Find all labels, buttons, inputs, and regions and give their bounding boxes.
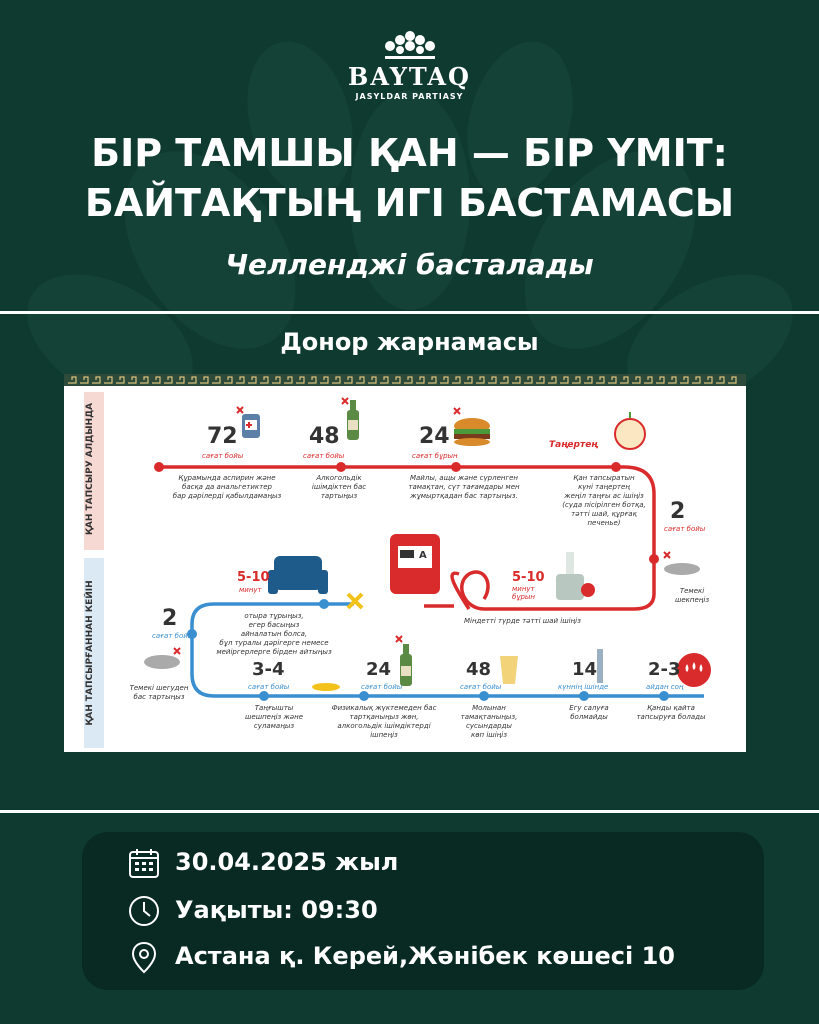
step-2-before-text-2: шекпеңіз bbox=[674, 596, 710, 604]
step-14-num: 14 bbox=[572, 659, 598, 680]
step-72-text-1: Құрамында аспирин және bbox=[178, 474, 276, 482]
step-48-text-2: ішімдіктен бас bbox=[311, 483, 367, 491]
step-2-before-unit: сағат бойы bbox=[664, 525, 706, 533]
step-tea bbox=[512, 570, 572, 601]
step-14-unit: күннің ішінде bbox=[558, 683, 609, 691]
step-3-4-text-2: шешпеңіз және bbox=[244, 713, 303, 721]
event-details-panel bbox=[82, 832, 764, 990]
pill-bottle-icon bbox=[242, 414, 260, 438]
step-24-before-unit: сағат бұрын bbox=[412, 452, 458, 460]
step-2-3-unit: айдан соң bbox=[646, 683, 684, 691]
step-2-before-text bbox=[662, 587, 722, 605]
calendar-icon bbox=[127, 846, 161, 880]
step-2-before-text-1: Темекі bbox=[679, 587, 705, 595]
step-24-after-unit: сағат бойы bbox=[361, 683, 403, 691]
step-24-after-text-3: алкогольдік ішімдіктерді bbox=[337, 722, 431, 730]
step-24-before-text bbox=[394, 474, 534, 501]
step-24-before-num: 24 bbox=[419, 424, 450, 449]
step-tea-unit-1: минут bbox=[512, 585, 535, 593]
step-sit-unit: минут bbox=[239, 586, 262, 594]
step-2-after-num: 2 bbox=[162, 606, 178, 631]
step-48-after-text bbox=[444, 704, 534, 740]
step-sit-text-1: отыра тұрыңыз, bbox=[244, 612, 304, 620]
step-sit-text-2: егер басыңыз bbox=[248, 621, 300, 629]
drop-icon bbox=[312, 683, 340, 691]
title-line-2: БАЙТАҚТЫҢ ИГІ БАСТАМАСЫ bbox=[84, 181, 735, 225]
step-14-text bbox=[554, 704, 624, 722]
step-48-text-3: тартыңыз bbox=[320, 492, 358, 500]
step-72-unit: сағат бойы bbox=[202, 452, 244, 460]
step-tea-text: Міндетті түрде тәтті шай ішіңіз bbox=[464, 617, 581, 625]
step-tea-num: 5-10 bbox=[512, 570, 545, 585]
divider-bottom bbox=[0, 810, 819, 813]
step-3-4-unit: сағат бойы bbox=[248, 683, 290, 691]
section-title: Донор жарнамасы bbox=[280, 328, 539, 356]
step-24-before-text-2: тамақтан, сүт тағамдары мен bbox=[408, 483, 520, 491]
bag-label: A bbox=[419, 550, 427, 561]
before-label: ҚАН ТАПСЫРУ АЛДЫНДА bbox=[85, 402, 95, 536]
step-2-before-num: 2 bbox=[670, 499, 686, 524]
step-3-4-text bbox=[234, 704, 314, 731]
step-24-after-text-4: ішпеңіз bbox=[370, 731, 398, 739]
step-24-after-num: 24 bbox=[366, 659, 392, 680]
step-morning-text-1: Қан тапсыратын bbox=[573, 474, 635, 482]
step-48-num: 48 bbox=[309, 424, 340, 449]
step-morning-text-2: күні таңертең bbox=[578, 483, 630, 491]
ashtray-icon-1 bbox=[664, 563, 700, 575]
title-line-1: БІР ТАМШЫ ҚАН — БІР ҮМІТ: bbox=[91, 131, 728, 175]
step-sit-text-4: бұл туралы дәрігерге немесе bbox=[219, 639, 329, 647]
step-72-text-3: бар дәрілерді қабылдамаңыз bbox=[172, 492, 282, 500]
step-2-after-text-2: бас тартыңыз bbox=[133, 693, 185, 701]
step-2-3-text-2: тапсыруға болады bbox=[636, 713, 706, 721]
blood-bag-icon bbox=[390, 534, 440, 594]
ashtray-icon-2 bbox=[144, 655, 180, 669]
bottle-icon-2 bbox=[400, 644, 412, 686]
step-3-4-num: 3-4 bbox=[252, 659, 285, 680]
step-48-after-text-1: Молынан bbox=[472, 704, 506, 712]
step-48-text bbox=[289, 474, 389, 501]
brand-logo bbox=[0, 28, 819, 108]
step-48-after-text-3: сусындарды bbox=[466, 722, 512, 730]
step-72-text bbox=[152, 474, 302, 501]
tree-icon bbox=[375, 28, 445, 64]
step-48-after-num: 48 bbox=[466, 659, 492, 680]
step-48-text-1: Алкогольдік bbox=[316, 474, 362, 482]
step-72-num: 72 bbox=[207, 424, 238, 449]
armchair-icon bbox=[268, 556, 328, 594]
step-48-after-text-4: көп ішіңіз bbox=[471, 731, 507, 739]
step-2-after-text-1: Темекі шегуден bbox=[129, 684, 189, 692]
cross-mark-icon bbox=[348, 594, 362, 608]
page-title bbox=[0, 128, 819, 228]
page-subtitle: Челленджі басталады bbox=[225, 248, 594, 281]
burger-icon bbox=[454, 418, 490, 446]
blood-drops-icon bbox=[677, 653, 711, 687]
step-3-4-text-1: Таңғышты bbox=[254, 704, 294, 712]
syringe-icon bbox=[597, 649, 603, 683]
step-72-text-2: басқа да анальгетиктер bbox=[182, 483, 272, 491]
event-time: Уақыты: 09:30 bbox=[175, 896, 378, 924]
after-label: ҚАН ТАПСЫРҒАННАН КЕЙІН bbox=[85, 580, 95, 726]
donor-infographic bbox=[64, 374, 746, 752]
step-14-text-1: Егу салуға bbox=[569, 704, 609, 712]
step-tea-unit-2: бұрын bbox=[512, 593, 536, 601]
step-2-3-num: 2-3 bbox=[648, 659, 681, 680]
step-sit-text-5: мейіргерлерге бірден айтыңыз bbox=[216, 648, 332, 656]
step-morning-text-3: жеңіл таңғы ас ішіңіз bbox=[564, 492, 644, 500]
step-48-after-text-2: тамақтаныңыз, bbox=[460, 713, 518, 721]
step-24-before-text-1: Майлы, ащы және сүрленген bbox=[409, 474, 519, 482]
step-morning-extra-1: (суда пісірілген ботқа, bbox=[562, 501, 646, 509]
step-sit-text-3: айналатын болса, bbox=[240, 630, 308, 638]
apple-icon bbox=[615, 412, 645, 449]
brand-name: BAYTAQ bbox=[348, 62, 471, 91]
step-3-4-text-3: суламаңыз bbox=[253, 722, 295, 730]
step-14-text-2: болмайды bbox=[570, 713, 608, 721]
step-48-after-unit: сағат бойы bbox=[460, 683, 502, 691]
juice-glass-icon bbox=[500, 656, 518, 684]
step-2-after-unit: сағат бойы bbox=[152, 632, 194, 640]
step-2-after-text bbox=[124, 684, 194, 702]
step-24-after-text-1: Физикалық жүктемеден бас bbox=[331, 704, 437, 712]
step-morning-text bbox=[549, 474, 659, 528]
step-morning-extra-3: печенье) bbox=[587, 519, 621, 527]
divider-top bbox=[0, 311, 819, 314]
clock-icon bbox=[127, 894, 161, 928]
step-sit-text bbox=[199, 612, 349, 657]
step-2-3-text bbox=[626, 704, 716, 722]
location-pin-icon bbox=[127, 940, 161, 974]
step-sit-num: 5-10 bbox=[237, 570, 270, 585]
step-24-before-text-3: жұмыртқадан бас тартыңыз. bbox=[410, 492, 518, 500]
brand-subtitle: JASYLDAR PARTIASY bbox=[355, 92, 464, 101]
bottle-icon-1 bbox=[347, 400, 359, 440]
step-48-unit: сағат бойы bbox=[303, 452, 345, 460]
step-morning-extra-2: тәтті шай, құрғақ bbox=[571, 510, 637, 518]
step-morning-num: Таңертең bbox=[549, 440, 598, 450]
step-24-after-text bbox=[319, 704, 449, 740]
step-2-3-text-1: Қанды қайта bbox=[647, 704, 695, 712]
event-date: 30.04.2025 жыл bbox=[175, 848, 399, 876]
step-24-after-text-2: тартқаныңыз жөн, bbox=[349, 713, 419, 721]
event-location: Астана қ. Керей,Жәнібек көшесі 10 bbox=[175, 942, 675, 970]
